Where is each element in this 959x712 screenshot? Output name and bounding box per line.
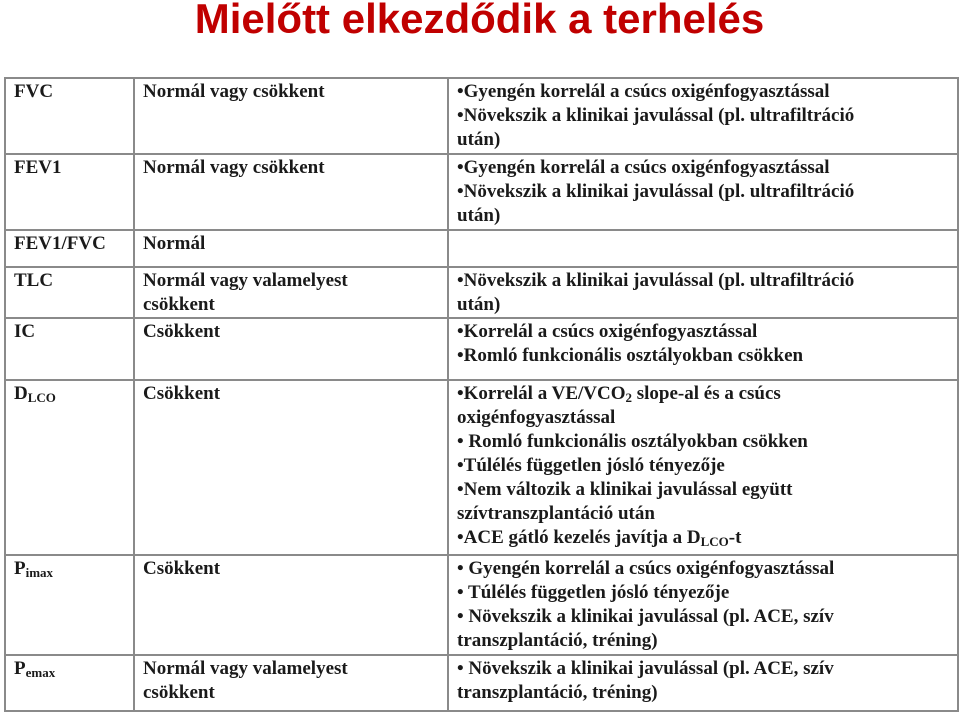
value-cell: Normál vagy csökkent: [134, 154, 448, 230]
parameter-cell: [5, 555, 134, 655]
value-cell: Normál: [134, 230, 448, 267]
note-text: •ACE gátló kezelés javítja a D: [457, 527, 701, 548]
parameter-cell: FEV1/FVC: [5, 230, 134, 267]
note-line: [457, 526, 949, 550]
value-cell: Csökkent: [134, 380, 448, 555]
parameter-cell: FVC: [5, 78, 134, 154]
parameter-subscript: LCO: [27, 390, 56, 405]
note-line: •Gyengén korrelál a csúcs oxigénfogyasztással: [457, 157, 830, 178]
parameter-main: D: [14, 383, 28, 404]
note-line: • Gyengén korrelál a csúcs oxigénfogyasztással: [457, 558, 835, 579]
note-text: slope-al és a csúcs: [632, 383, 781, 404]
table-row: [5, 267, 958, 318]
page-title: Mielőtt elkezdődik a terhelés: [194, 0, 765, 42]
parameter-cell: [5, 380, 134, 555]
value-cell: [134, 267, 448, 318]
parameter-main: P: [14, 658, 26, 679]
note-line: • Növekszik a klinikai javulással (pl. ACE, szív: [457, 606, 834, 627]
note-line: •Korrelál a csúcs oxigénfogyasztással: [457, 321, 758, 342]
value-line: Normál vagy valamelyest: [143, 658, 348, 679]
value-line: csökkent: [143, 682, 215, 703]
table-row: [5, 318, 958, 380]
parameter-cell: IC: [5, 318, 134, 380]
note-line: •Növekszik a klinikai javulással (pl. ultrafiltráció: [457, 181, 855, 202]
note-line: •Gyengén korrelál a csúcs oxigénfogyasztással: [457, 81, 830, 102]
note-line: •Növekszik a klinikai javulással (pl. ultrafiltráció: [457, 270, 855, 291]
note-subscript: LCO: [700, 534, 729, 549]
notes-cell: [448, 555, 958, 655]
notes-cell: [448, 230, 958, 267]
table-row: [5, 78, 958, 154]
parameter-main: P: [14, 558, 26, 579]
note-line: • Romló funkcionális osztályokban csökken: [457, 431, 808, 452]
notes-cell: [448, 78, 958, 154]
parameter-table-wrapper: [4, 77, 957, 710]
note-text: •Korrelál a VE/VCO: [457, 383, 626, 404]
notes-cell: [448, 267, 958, 318]
note-line: •Nem változik a klinikai javulással együtt: [457, 479, 793, 500]
note-line: után): [457, 205, 501, 226]
parameter-table: [4, 77, 959, 712]
parameter-cell: FEV1: [5, 154, 134, 230]
table-row: [5, 555, 958, 655]
value-cell: [134, 655, 448, 711]
notes-cell: [448, 380, 958, 555]
parameter-subscript: emax: [25, 665, 56, 680]
table-row: [5, 655, 958, 711]
note-line: • Túlélés független jósló tényezője: [457, 582, 730, 603]
parameter-cell: [5, 655, 134, 711]
parameter-subscript: imax: [25, 565, 54, 580]
note-line: • Növekszik a klinikai javulással (pl. ACE, szív: [457, 658, 834, 679]
note-line: •Romló funkcionális osztályokban csökken: [457, 345, 804, 366]
value-cell: Normál vagy csökkent: [134, 78, 448, 154]
table-row: [5, 230, 958, 267]
note-line: •Túlélés független jósló tényezője: [457, 455, 725, 476]
table-row: [5, 154, 958, 230]
note-line: [457, 382, 949, 406]
table-row: [5, 380, 958, 555]
value-line: csökkent: [143, 294, 215, 315]
note-line: szívtranszplantáció után: [457, 503, 655, 524]
parameter-cell: TLC: [5, 267, 134, 318]
notes-cell: [448, 655, 958, 711]
value-cell: Csökkent: [134, 318, 448, 380]
note-line: után): [457, 294, 501, 315]
notes-cell: [448, 318, 958, 380]
value-cell: Csökkent: [134, 555, 448, 655]
note-line: •Növekszik a klinikai javulással (pl. ultrafiltráció: [457, 105, 855, 126]
note-line: oxigénfogyasztással: [457, 407, 616, 428]
notes-cell: [448, 154, 958, 230]
note-line: után): [457, 129, 501, 150]
note-text: -t: [728, 527, 742, 548]
note-line: transzplantáció, tréning): [457, 682, 658, 703]
note-line: transzplantáció, tréning): [457, 630, 658, 651]
value-line: Normál vagy valamelyest: [143, 270, 348, 291]
note-subscript: 2: [625, 390, 632, 405]
